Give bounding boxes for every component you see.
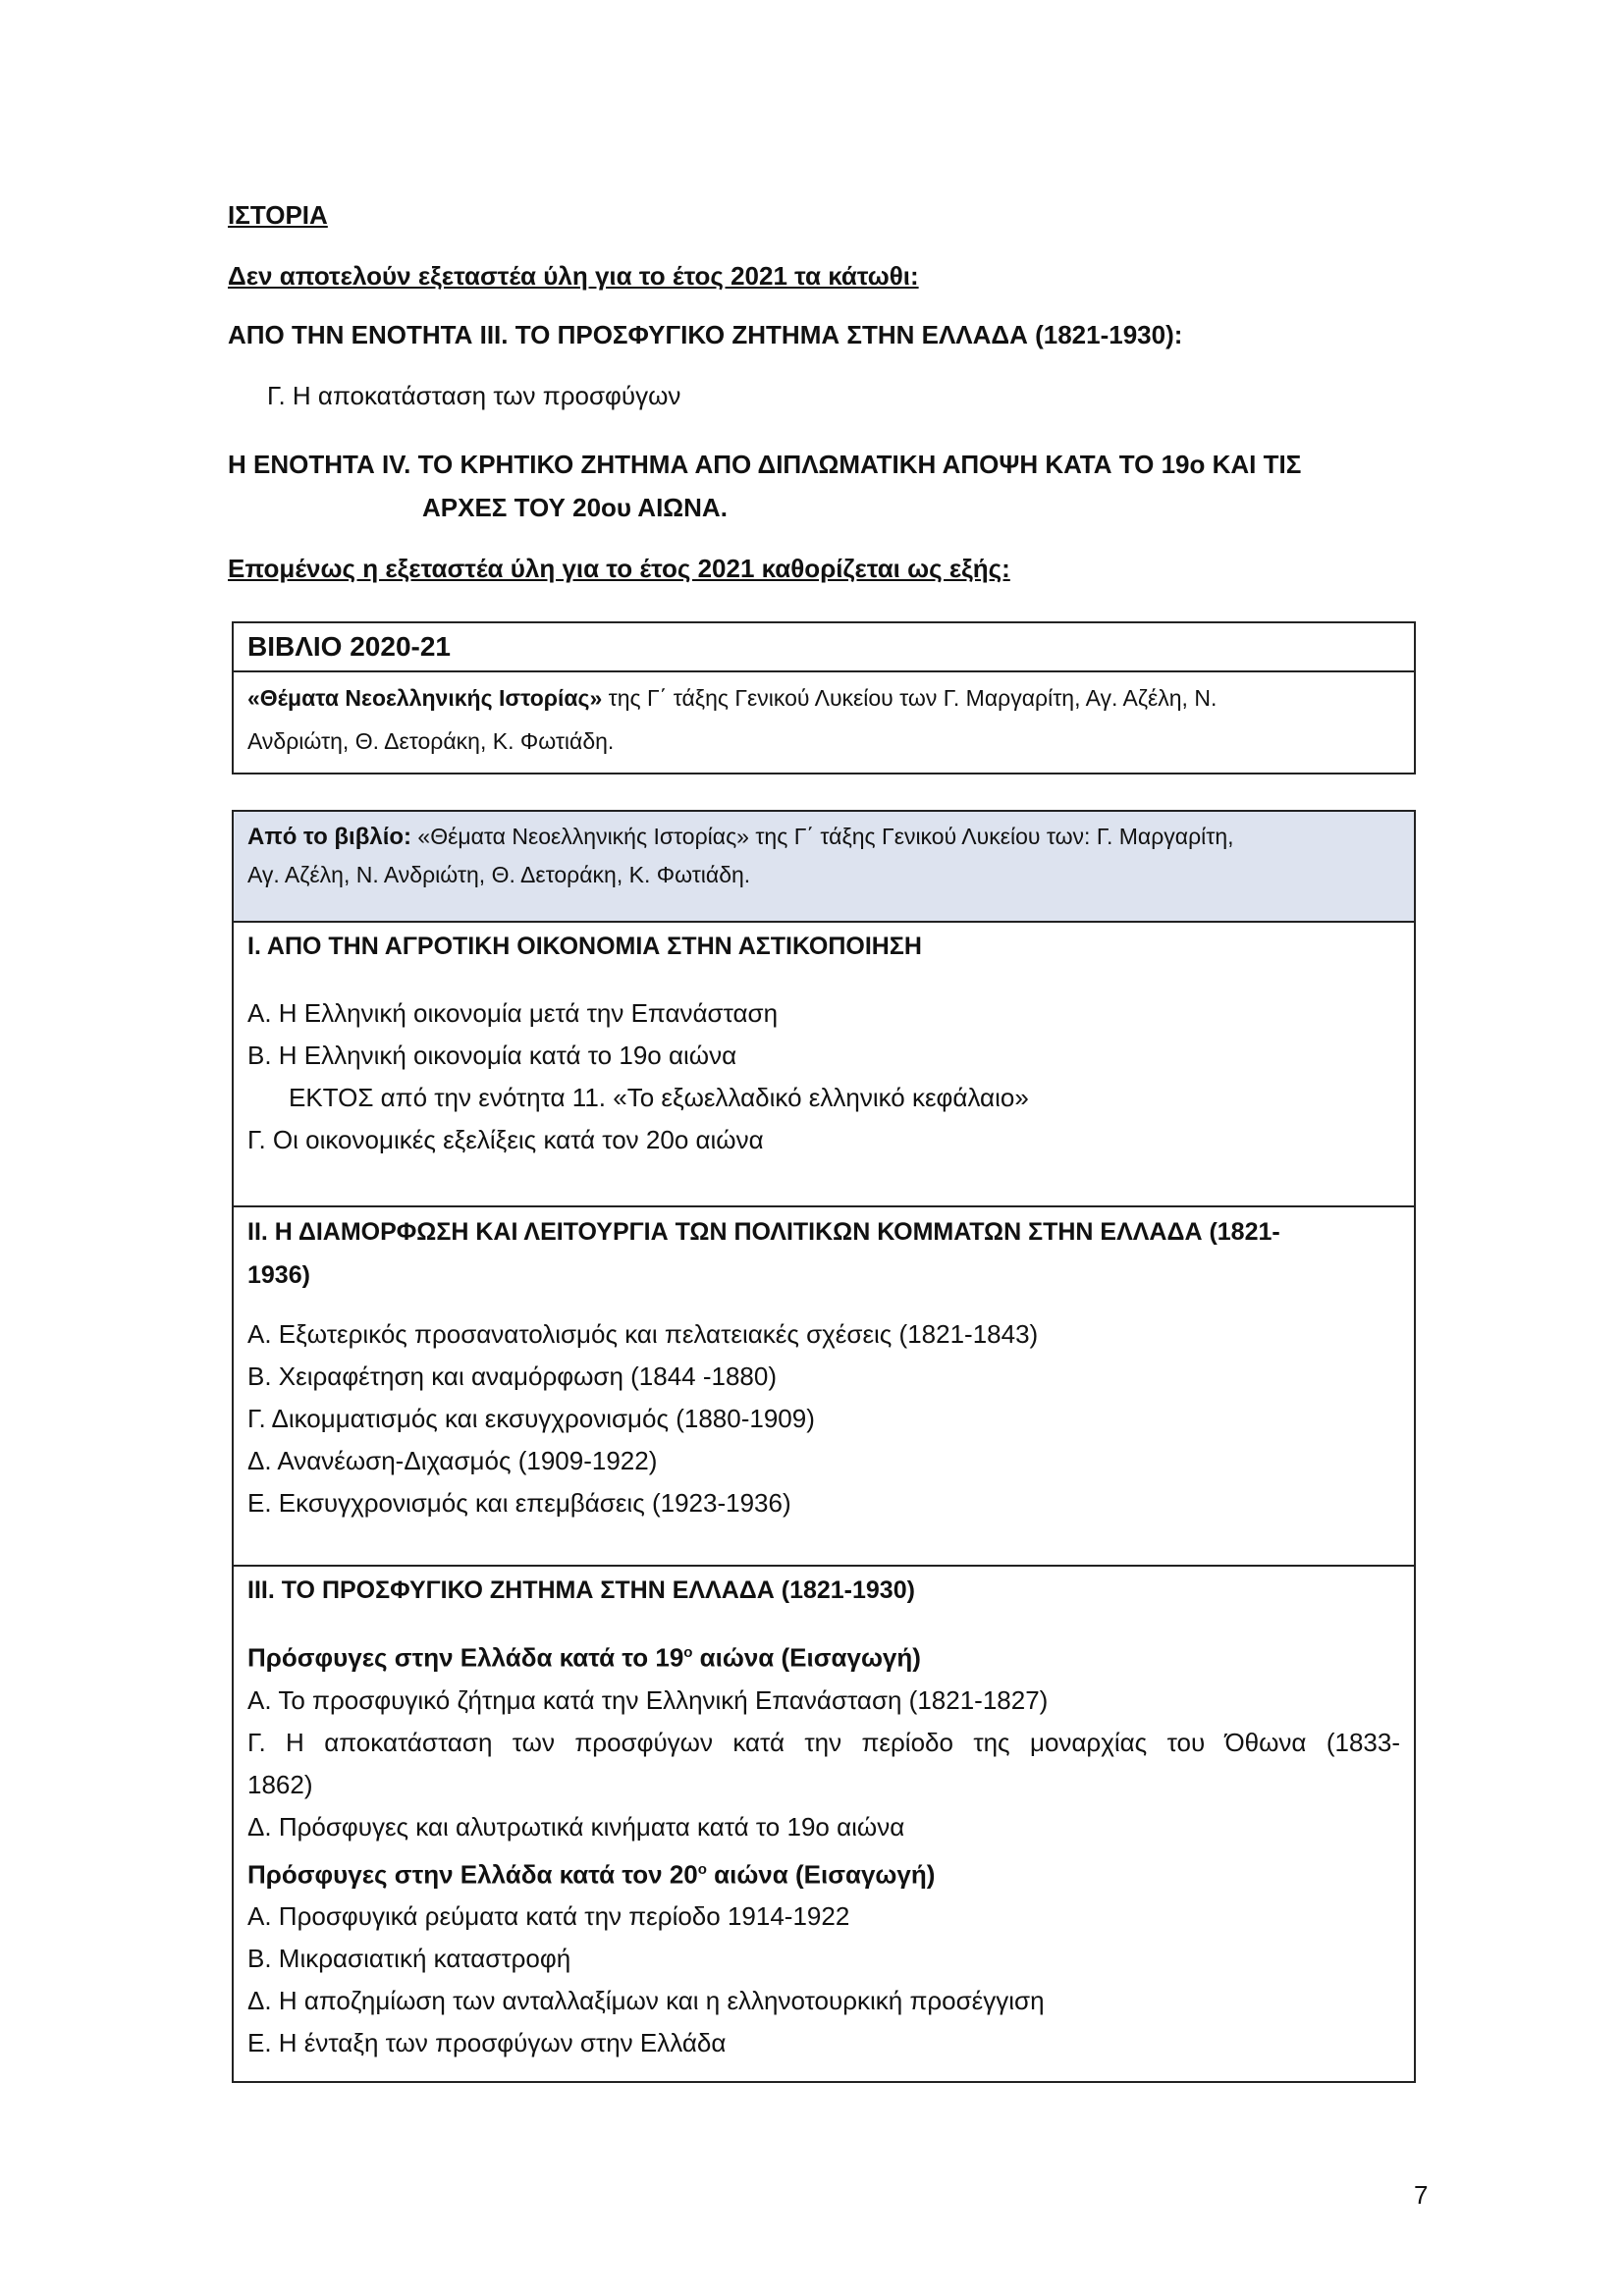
section-3 [234, 1567, 1414, 2081]
section-3-sub1-item-c-line2: 1862) [247, 1769, 313, 1799]
section-3-sub2-heading [247, 1848, 1400, 1896]
book-box [232, 621, 1416, 774]
sub1-heading-sup: ο [683, 1644, 693, 1661]
sub1-heading-text-end: αιώνα (Εισαγωγή) [692, 1642, 921, 1673]
section-1-item-a: Α. Η Ελληνική οικονομία μετά την Επανάσταση [247, 998, 779, 1028]
unit4-heading-line1: Η ΕΝΟΤΗΤΑ IV. ΤΟ ΚΡΗΤΙΚΟ ΖΗΤΗΜΑ ΑΠΟ ΔΙΠΛΩΜΑΤΙΚΗ ΑΠΟΨΗ ΚΑΤΑ ΤΟ 19ο ΚΑΙ ΤΙΣ [228, 450, 1302, 479]
book-title: «Θέματα Νεοελληνικής Ιστορίας» [247, 685, 603, 711]
section-1-item-b-except: ΕΚΤΟΣ από την ενότητα 11. «Το εξωελλαδικό ελληνικό κεφάλαιο» [289, 1083, 1029, 1112]
book-box-text [234, 672, 1414, 763]
unit3-heading: ΑΠΟ ΤΗΝ ΕΝΟΤΗΤΑ ΙΙΙ. ΤΟ ΠΡΟΣΦΥΓΙΚΟ ΖΗΤΗΜΑ ΣΤΗΝ ΕΛΛΑΔΑ (1821-1930): [228, 320, 1183, 349]
section-2 [234, 1207, 1414, 1567]
section-3-sub1-heading [247, 1631, 1400, 1680]
sub2-heading-text-end: αιώνα (Εισαγωγή) [706, 1859, 936, 1890]
section-2-item: Δ. Ανανέωση-Διχασμός (1909-1922) [247, 1446, 658, 1475]
section-3-sub2-item: Δ. Η αποζημίωση των ανταλλαξίμων και η ελληνοτουρκική προσέγγιση [247, 1986, 1045, 2016]
section-3-sub2-item: Ε. Η ένταξη των προσφύγων στην Ελλάδα [247, 2028, 727, 2058]
section-3-sub1-item-c-line1: Γ. Η αποκατάσταση των προσφύγων κατά την περίοδο της μοναρχίας του Όθωνα (1833- [247, 1727, 1400, 1757]
section-3-sub1-item-a: Α. Το προσφυγικό ζήτημα κατά την Ελληνική Επανάσταση (1821-1827) [247, 1684, 1049, 1715]
section-1 [234, 923, 1414, 1207]
examinable-heading: Επομένως η εξεταστέα ύλη για το έτος 2021 καθορίζεται ως εξής: [228, 554, 1010, 583]
sub2-heading-text: Πρόσφυγες στην Ελλάδα κατά τον 20 [247, 1859, 698, 1890]
unit3-item: Γ. Η αποκατάσταση των προσφύγων [267, 381, 681, 410]
from-book-line1: «Θέματα Νεοελληνικής Ιστορίας» της Γ΄ τάξης Γενικού Λυκείου των: Γ. Μαργαρίτη, [411, 824, 1234, 849]
section-2-item: Ε. Εκσυγχρονισμός και επεμβάσεις (1923-1936) [247, 1488, 791, 1518]
syllabus-source-row [234, 812, 1414, 923]
book-authors-line2: Ανδριώτη, Θ. Δετοράκη, Κ. Φωτιάδη. [247, 728, 615, 754]
sub2-heading-sup: ο [697, 1860, 707, 1878]
history-title: ΙΣΤΟΡΙΑ [228, 200, 328, 230]
section-3-sub2-item: Β. Μικρασιατική καταστροφή [247, 1944, 571, 1974]
from-book-line2: Αγ. Αζέλη, Ν. Ανδριώτη, Θ. Δετοράκη, Κ. Φωτιάδη. [247, 862, 751, 887]
book-authors-line1: της Γ΄ τάξης Γενικού Λυκείου των Γ. Μαργαρίτη, Αγ. Αζέλη, Ν. [602, 685, 1218, 711]
section-1-item-b: Β. Η Ελληνική οικονομία κατά το 19ο αιώνα [247, 1041, 737, 1070]
section-1-title: Ι. ΑΠΟ ΤΗΝ ΑΓΡΟΤΙΚΗ ΟΙΚΟΝΟΜΙΑ ΣΤΗΝ ΑΣΤΙΚΟΠΟΙΗΣΗ [247, 933, 922, 960]
section-3-sub1-item-d: Δ. Πρόσφυγες και αλυτρωτικά κινήματα κατά το 19ο αιώνα [247, 1811, 905, 1842]
syllabus-table [232, 810, 1416, 2083]
page-number: 7 [1414, 2180, 1429, 2210]
section-2-title-line2: 1936) [247, 1261, 310, 1289]
from-book-label: Από το βιβλίο: [247, 824, 412, 850]
section-2-item: Β. Χειραφέτηση και αναμόρφωση (1844 -1880) [247, 1362, 778, 1391]
section-1-item-c: Γ. Οι οικονομικές εξελίξεις κατά τον 20ο αιώνα [247, 1125, 764, 1154]
section-2-item: Α. Εξωτερικός προσανατολισμός και πελατειακές σχέσεις (1821-1843) [247, 1319, 1039, 1349]
sub1-heading-text: Πρόσφυγες στην Ελλάδα κατά το 19 [247, 1642, 684, 1673]
book-box-title: ΒΙΒΛΙΟ 2020-21 [234, 623, 1414, 672]
section-2-title-line1: ΙΙ. Η ΔΙΑΜΟΡΦΩΣΗ ΚΑΙ ΛΕΙΤΟΥΡΓΙΑ ΤΩΝ ΠΟΛΙΤΙΚΩΝ ΚΟΜΜΑΤΩΝ ΣΤΗΝ ΕΛΛΑΔΑ (1821- [247, 1218, 1280, 1246]
section-3-title: ΙΙΙ. ΤΟ ΠΡΟΣΦΥΓΙΚΟ ΖΗΤΗΜΑ ΣΤΗΝ ΕΛΛΑΔΑ (1821-1930) [247, 1576, 915, 1604]
unit4-heading-line2: ΑΡΧΕΣ ΤΟΥ 20ου ΑΙΩΝΑ. [422, 493, 728, 522]
not-examinable-heading: Δεν αποτελούν εξεταστέα ύλη για το έτος 2021 τα κάτωθι: [228, 261, 919, 291]
section-3-sub2-item: Α. Προσφυγικά ρεύματα κατά την περίοδο 1914-1922 [247, 1901, 850, 1932]
section-2-item: Γ. Δικομματισμός και εκσυγχρονισμός (1880-1909) [247, 1404, 815, 1433]
